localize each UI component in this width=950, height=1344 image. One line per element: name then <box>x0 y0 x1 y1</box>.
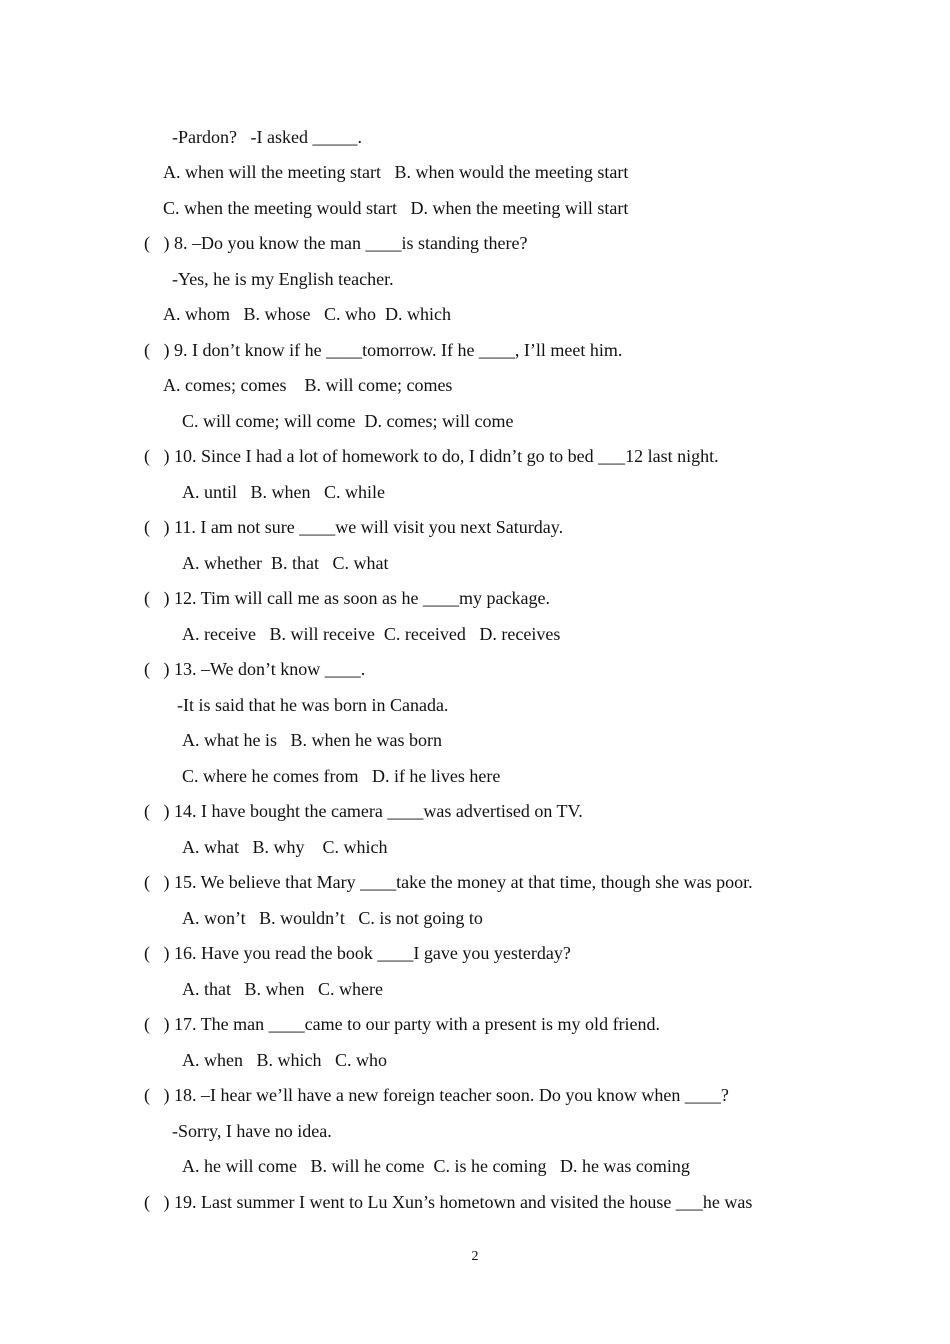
question-line: ( ) 8. –Do you know the man ____is standing there? <box>144 233 528 253</box>
options-line: A. what he is B. when he was born <box>182 730 442 750</box>
options-line: A. until B. when C. while <box>182 482 385 502</box>
text-line: C. when the meeting would start D. when the meeting will start <box>163 198 629 218</box>
text-line: -Sorry, I have no idea. <box>172 1121 332 1141</box>
text-line: -It is said that he was born in Canada. <box>177 695 449 715</box>
options-line: A. that B. when C. where <box>182 979 383 999</box>
options-line: A. when B. which C. who <box>182 1050 387 1070</box>
text-line: -Yes, he is my English teacher. <box>172 269 394 289</box>
question-line: ( ) 9. I don’t know if he ____tomorrow. If he ____, I’ll meet him. <box>144 340 623 360</box>
page-number: 2 <box>471 1249 479 1264</box>
question-line: ( ) 16. Have you read the book ____I gave you yesterday? <box>144 943 571 963</box>
question-line: ( ) 18. –I hear we’ll have a new foreign teacher soon. Do you know when ____? <box>144 1085 729 1105</box>
options-line: A. what B. why C. which <box>182 837 388 857</box>
options-line: C. where he comes from D. if he lives here <box>182 766 501 786</box>
options-line: A. whom B. whose C. who D. which <box>163 304 451 324</box>
question-line: ( ) 11. I am not sure ____we will visit you next Saturday. <box>144 517 564 537</box>
question-line: ( ) 15. We believe that Mary ____take the money at that time, though she was poor. <box>144 872 753 892</box>
question-line: ( ) 14. I have bought the camera ____was advertised on TV. <box>144 801 583 821</box>
options-line: C. will come; will come D. comes; will come <box>182 411 514 431</box>
options-line: A. won’t B. wouldn’t C. is not going to <box>182 908 483 928</box>
options-line: A. he will come B. will he come C. is he coming D. he was coming <box>182 1156 690 1176</box>
text-line: -Pardon? -I asked _____. <box>172 127 362 147</box>
options-line: A. comes; comes B. will come; comes <box>163 375 453 395</box>
question-line: ( ) 12. Tim will call me as soon as he ____my package. <box>144 588 550 608</box>
text-line: A. when will the meeting start B. when would the meeting start <box>163 162 629 182</box>
question-line: ( ) 19. Last summer I went to Lu Xun’s hometown and visited the house ___he was <box>144 1192 753 1212</box>
options-line: A. whether B. that C. what <box>182 553 389 573</box>
question-line: ( ) 17. The man ____came to our party with a present is my old friend. <box>144 1014 661 1034</box>
question-line: ( ) 13. –We don’t know ____. <box>144 659 366 679</box>
options-line: A. receive B. will receive C. received D. receives <box>182 624 561 644</box>
question-line: ( ) 10. Since I had a lot of homework to do, I didn’t go to bed ___12 last night. <box>144 446 719 466</box>
